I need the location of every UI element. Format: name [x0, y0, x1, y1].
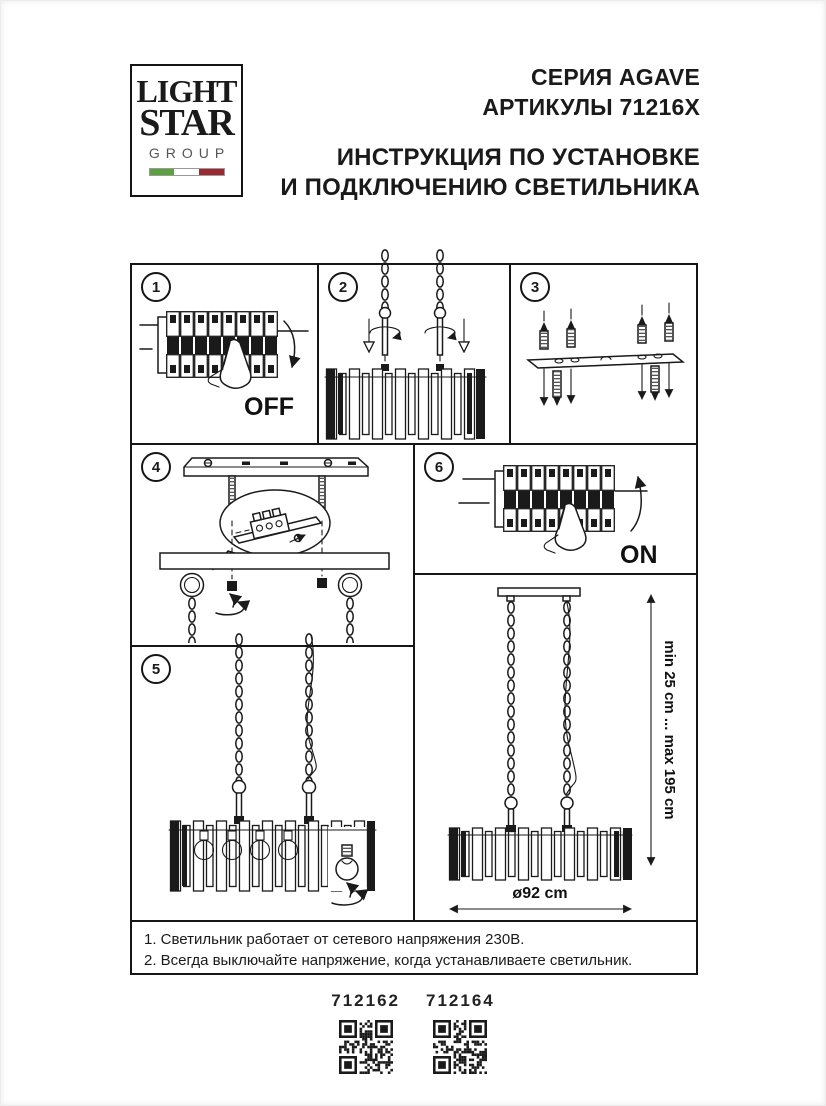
logo-word-light: LIGHT [136, 73, 237, 109]
italy-flag-icon [149, 168, 225, 176]
series-title: СЕРИЯ AGAVE [530, 64, 700, 90]
diameter-label: ø92 cm [512, 885, 568, 902]
panel-dimensions [413, 573, 698, 922]
breaker-off-label: OFF [244, 393, 294, 421]
step-number-2: 2 [328, 272, 358, 302]
flag-white-stripe [174, 169, 199, 175]
note-voltage: 1. Светильник работает от сетевого напряжения 230В. [144, 931, 525, 948]
rotate-icon [216, 594, 244, 615]
step-number-6: 6 [424, 452, 454, 482]
step-number-5: 5 [141, 654, 171, 684]
panel-step-4 [130, 443, 415, 647]
articles-title: АРТИКУЛЫ 71216X [482, 94, 700, 120]
step-number-4: 4 [141, 452, 171, 482]
article-variant-1 [331, 991, 400, 1074]
panel-step-6 [413, 443, 698, 575]
panel-step-5 [130, 645, 415, 922]
illustration-hanging-fixture [132, 647, 413, 920]
logo-word-star: STAR [139, 102, 234, 144]
illustration-breaker-on [415, 445, 696, 573]
illustration-wiring-canopy [132, 445, 413, 645]
instruction-title-line1: ИНСТРУКЦИЯ ПО УСТАНОВКЕ [336, 144, 700, 171]
height-range-label: min 25 cm ... max 195 cm [661, 640, 678, 820]
panel-step-1 [130, 263, 319, 445]
illustration-dimensions [415, 575, 696, 920]
instruction-title [270, 143, 700, 203]
step-number-1: 1 [141, 272, 171, 302]
article-variant-2 [426, 991, 495, 1074]
footer-articles [0, 991, 826, 1074]
screws [544, 363, 669, 406]
qr-code-2 [433, 1020, 487, 1074]
breaker-on-label: ON [620, 541, 658, 569]
flag-green-stripe [150, 169, 175, 175]
document-header [270, 62, 700, 203]
logo-word-group: GROUP [148, 145, 231, 161]
qr-code-1 [339, 1020, 393, 1074]
notes-box [130, 920, 698, 975]
steps-grid [130, 263, 698, 975]
lightstar-logo [130, 64, 243, 197]
flag-red-stripe [199, 169, 224, 175]
wall-anchors [540, 303, 673, 349]
instruction-title-line2: И ПОДКЛЮЧЕНИЮ СВЕТИЛЬНИКА [280, 174, 700, 201]
panel-step-2 [317, 263, 511, 445]
note-safety: 2. Всегда выключайте напряжение, когда устанавливаете светильник. [144, 952, 633, 969]
step-number-3: 3 [520, 272, 550, 302]
panel-step-3 [509, 263, 698, 445]
article-code-2: 712164 [426, 991, 495, 1010]
article-code-1: 712162 [331, 991, 400, 1010]
